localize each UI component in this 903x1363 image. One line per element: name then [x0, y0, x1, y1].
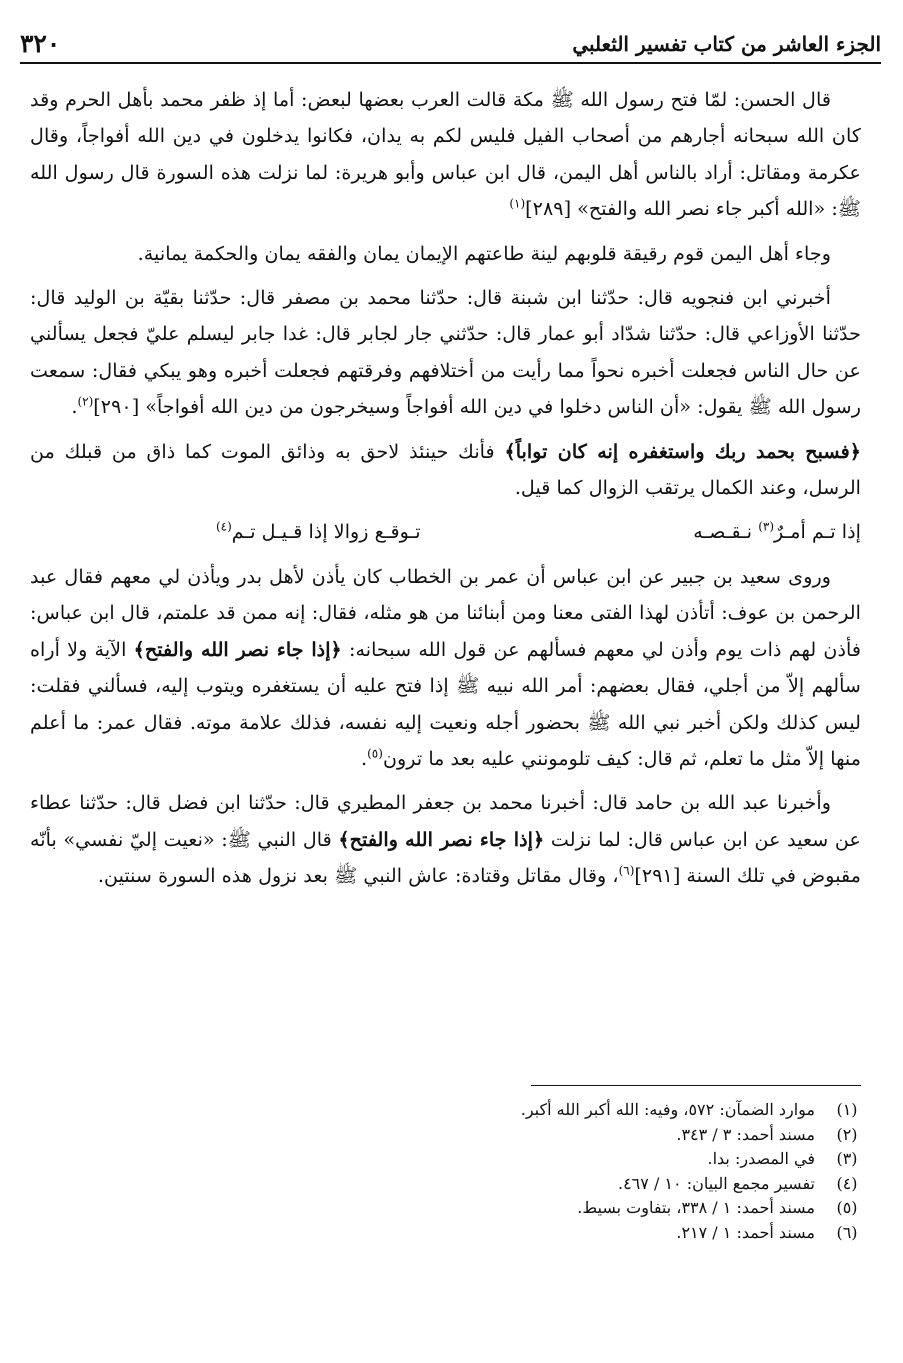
poetry-verse [30, 514, 861, 550]
footnote-text: مسند أحمد: ١ / ٣٣٨، بتفاوت بسيط. [577, 1198, 815, 1218]
footnote-text: مسند أحمد: ١ / ٢١٧. [676, 1222, 815, 1242]
paragraph [30, 82, 861, 228]
footnotes-list [300, 1098, 861, 1246]
footnote-item [300, 1123, 861, 1148]
paragraph [30, 559, 861, 777]
footnote-ref: (٥) [367, 746, 383, 761]
paragraph-text: الآية ولا أراه سألهم إلاّ من أجلي، فقال بعضهم: أمر الله نبيه ﷺ إذا فتح عليه أن يستغفره ويتوب إليه، فسألني فقلت: ليس كذلك ولكن أخبر نبي الله ﷺ بحضور أجله ونعيت إليه نفسه، فذلك علامة موته. فقال عمر: ما أعلم منها إلاّ مثل ما تعلم، ثم قال: كيف تلومونني عليه بعد ما ترون [30, 637, 861, 770]
running-title: الجزء العاشر من كتاب تفسير الثعلبي [572, 32, 881, 56]
paragraph-text: وأخبرنا عبد الله بن حامد قال: أخبرنا محمد بن جعفر المطيري قال: حدّثنا ابن فضل قال: حدّثنا عطاء عن سعيد عن ابن عباس قال: لما نزلت [30, 791, 861, 851]
verse-second-hemistich [30, 514, 421, 550]
paragraph [30, 280, 861, 426]
footnote-item [300, 1221, 861, 1246]
footnote-number: (٦) [836, 1222, 858, 1242]
footnote-ref: (٤) [215, 520, 232, 535]
paragraph [30, 785, 861, 894]
footnote-item [300, 1196, 861, 1221]
verse-first-hemistich [470, 514, 861, 550]
footnote-item [300, 1147, 861, 1172]
footnote-ref: (٦) [618, 863, 635, 878]
footnote-number: (٣) [836, 1149, 858, 1169]
verse-text: نـقـصـه [693, 520, 759, 544]
footnote-ref: (٣) [758, 520, 775, 535]
paragraph-text: ، وقال مقاتل وقتادة: عاش النبي ﷺ بعد نزول هذه السورة سنتين. [97, 864, 619, 888]
paragraph-end: . [71, 395, 78, 419]
footnote-text: تفسير مجمع البيان: ١٠ / ٤٦٧. [617, 1173, 815, 1193]
verse-text: إذا تـم أمـرٌ [774, 520, 861, 544]
page-header [20, 22, 881, 64]
paragraph-text: أخبرني ابن فنجويه قال: حدّثنا ابن شبنة قال: حدّثنا محمد بن مصفر قال: حدّثنا بقيّة بن الوليد قال: حدّثنا الأوزاعي قال: حدّثنا شدّاد أبو عمار قال: حدّثني جار لجابر قال: غدا جابر ليسلم عليّ فجعل يسألني عن حال الناس فجعلت أخبره نحواً مما رأيت من أختلافهم وفرقتهم فجعلت أخبره وهو يبكي فقال: سمعت رسول الله ﷺ يقول: «أن الناس دخلوا في دين الله أفواجاً وسيخرجون من دين الله أفواجاً» [٢٩٠] [30, 286, 861, 419]
footnote-separator [531, 1085, 861, 1086]
quran-verse: ﴿فسبح بحمد ربك واستغفره إنه كان تواباً﴾ [504, 439, 861, 463]
footnote-ref: (١) [509, 196, 526, 211]
footnote-text: في المصدر: بدا. [707, 1149, 815, 1169]
footnote-number: (٥) [836, 1198, 858, 1218]
footnote-item [300, 1098, 861, 1123]
quran-verse: ﴿إذا جاء نصر الله والفتح﴾ [338, 827, 545, 851]
paragraph-text: وروى سعيد بن جبير عن ابن عباس أن عمر بن الخطاب كان يأذن لأهل بدر ويأذن لي معهم فقال عبد الرحمن بن عوف: أتأذن لهذا الفتى معنا ومن أبنائنا من هو مثله، فقال: إنه ممن قد علمتم، قال ابن عباس: فأذن لهم ذات يوم وأذن لي معهم فسألهم عن قول الله سبحانه: [30, 564, 862, 661]
paragraph [30, 434, 861, 507]
main-text [30, 82, 861, 903]
footnote-item [300, 1172, 861, 1197]
paragraph: وجاء أهل اليمن قوم رقيقة قلوبهم لينة طاعتهم الإيمان يمان والفقه يمان والحكمة يمانية. [137, 241, 831, 265]
quran-verse: ﴿إذا جاء نصر الله والفتح﴾ [133, 637, 342, 661]
footnote-number: (٢) [836, 1124, 858, 1144]
footnote-number: (٤) [836, 1173, 858, 1193]
footnote-number: (١) [836, 1100, 858, 1119]
paragraph-text: قال الحسن: لمّا فتح رسول الله ﷺ مكة قالت العرب بعضها لبعض: أما إذ ظفر محمد بأهل الحرم وقد كان الله سبحانه أجارهم من أصحاب الفيل فليس لكم به يدان، فكانوا يدخلون في دين الله أفواجاً، وقال عكرمة ومقاتل: أراد بالناس أهل اليمن، قال ابن عباس وأبو هريرة: لما نزلت هذه السورة قال رسول الله ﷺ: «الله أكبر جاء نصر الله والفتح» [٢٨٩] [30, 88, 861, 221]
paragraph-text: قال النبي ﷺ: «نعيت إليّ نفسي» بأنّه مقبوض في تلك السنة [٢٩١] [30, 827, 861, 888]
paragraph-text: فأنك حينئذ لاحق به وذائق الموت كما ذاق من قبلك من الرسل، وعند الكمال يرتقب الزوال كما قيل. [30, 439, 861, 500]
footnote-text: مسند أحمد: ٣ / ٣٤٣. [676, 1124, 815, 1144]
paragraph-end: . [361, 746, 368, 770]
footnote-ref: (٢) [77, 394, 94, 409]
footnote-text: موارد الضمآن: ٥٧٢، وفيه: الله أكبر الله أكبر. [520, 1100, 815, 1119]
page-number: ٣٢٠ [20, 29, 61, 58]
verse-text: تـوقـع زوالا إذا قـيـل تـم [231, 520, 421, 544]
